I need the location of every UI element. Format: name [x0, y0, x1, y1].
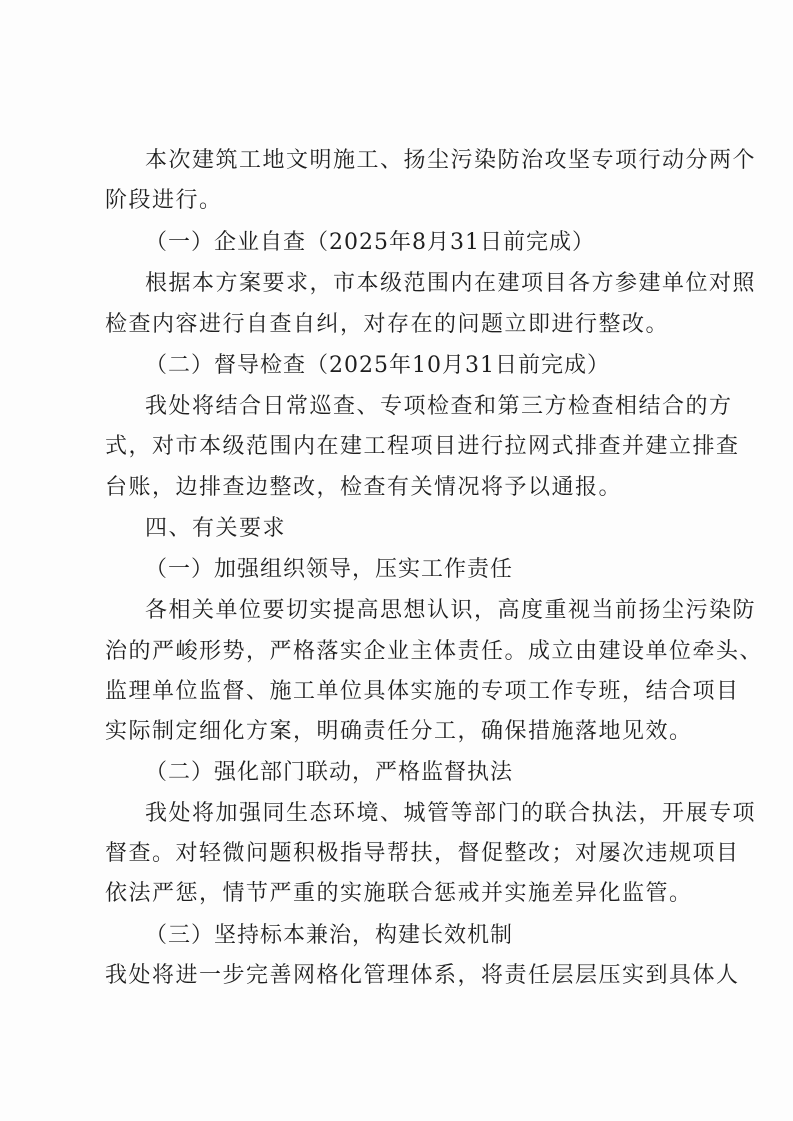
section-heading-supervision: （二）督导检查（2025年10月31日前完成） — [145, 353, 610, 378]
paragraph-leadership-line-4: 实际制定细化方案，明确责任分工，确保措施落地见效。 — [105, 719, 693, 744]
paragraph-leadership-line-3: 监理单位监督、施工单位具体实施的专项工作专班，结合项目 — [105, 679, 740, 704]
paragraph-enforcement-line-2: 督查。对轻微问题积极指导帮扶，督促整改；对屡次违规项目 — [105, 841, 740, 866]
subsection-heading-joint-enforcement: （二）强化部门联动，严格监督执法 — [145, 760, 514, 785]
paragraph-leadership-line-1: 各相关单位要切实提高思想认识，高度重视当前扬尘污染防 — [145, 598, 757, 623]
paragraph-self-check-line-2: 检查内容进行自查自纠，对存在的问题立即进行整改。 — [105, 312, 670, 337]
section-heading-requirements: 四、有关要求 — [145, 516, 287, 541]
paragraph-supervision-line-2: 式，对市本级范围内在建工程项目进行拉网式排查并建立排查 — [105, 434, 740, 459]
paragraph-supervision-line-1: 我处将结合日常巡查、专项检查和第三方检查相结合的方 — [145, 394, 733, 419]
paragraph-leadership-line-2: 治的严峻形势，严格落实企业主体责任。成立由建设单位牵头、 — [105, 639, 764, 664]
subsection-heading-leadership: （一）加强组织领导，压实工作责任 — [145, 557, 514, 582]
subsection-heading-long-term: （三）坚持标本兼治，构建长效机制 — [145, 923, 514, 948]
paragraph-intro-line-2: 阶段进行。 — [105, 188, 223, 213]
paragraph-supervision-line-3: 台账，边排查边整改，检查有关情况将予以通报。 — [105, 475, 623, 500]
paragraph-long-term-line-1: 我处将进一步完善网格化管理体系，将责任层层压实到具体人 — [105, 963, 740, 988]
paragraph-intro-line-1: 本次建筑工地文明施工、扬尘污染防治攻坚专项行动分两个 — [145, 148, 757, 173]
paragraph-enforcement-line-1: 我处将加强同生态环境、城管等部门的联合执法，开展专项 — [145, 801, 757, 826]
section-heading-self-check: （一）企业自查（2025年8月31日前完成） — [145, 230, 595, 255]
paragraph-enforcement-line-3: 依法严惩，情节严重的实施联合惩戒并实施差异化监管。 — [105, 881, 693, 906]
paragraph-self-check-line-1: 根据本方案要求，市本级范围内在建项目各方参建单位对照 — [145, 271, 757, 296]
